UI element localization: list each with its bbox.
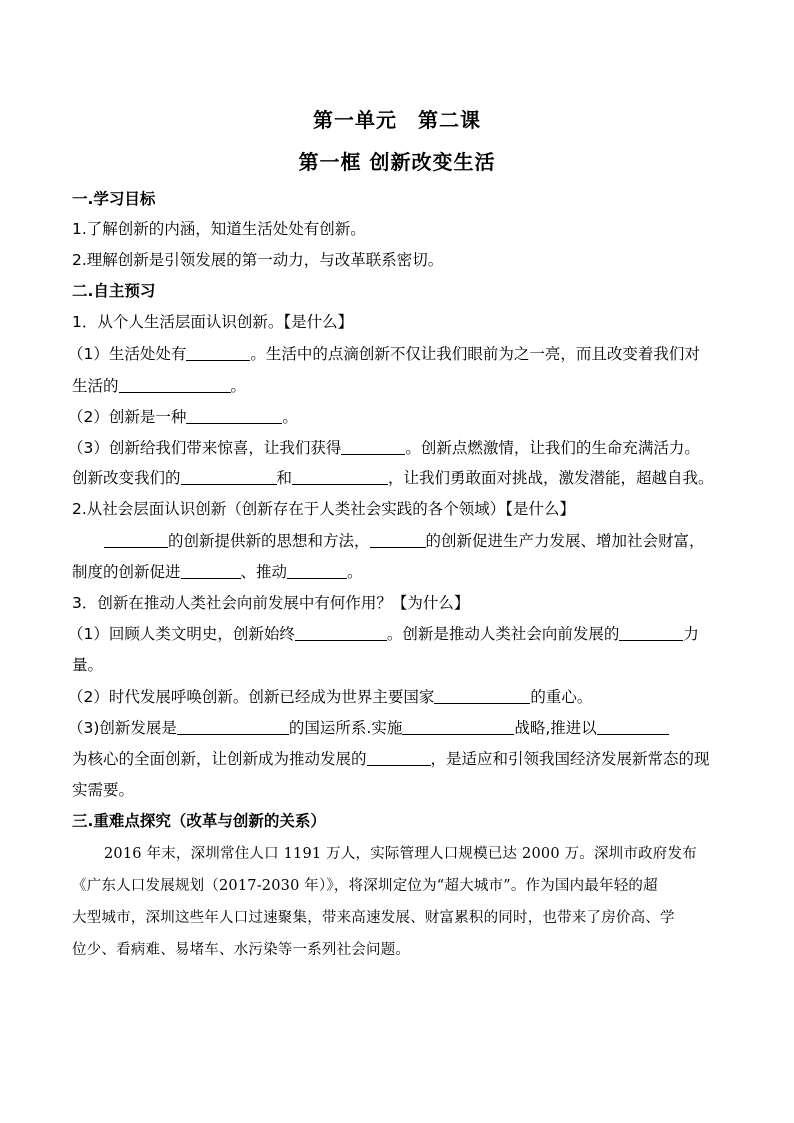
answer-blank[interactable] — [287, 563, 347, 579]
line-text: 创新改变我们的 — [72, 469, 181, 487]
line-text: 的国运所系.实施 — [288, 719, 403, 737]
line-text: 。 — [347, 563, 363, 581]
section-heading-preview: 二.自主预习 — [72, 282, 156, 300]
line-text: （1）回顾人类文明史，创新始终 — [68, 625, 295, 643]
answer-blank[interactable] — [597, 719, 669, 735]
fill-line — [68, 405, 728, 427]
fill-line — [72, 374, 732, 396]
case-paragraph-line: 《广东人口发展规划（2017-2030 年）》，将深圳定位为“超大城市”。作为国内最年轻的超 — [72, 878, 658, 894]
section-heading-inquiry: 三.重难点探究（改革与创新的关系） — [72, 812, 326, 830]
line-text: 。 — [282, 408, 298, 426]
answer-blank[interactable] — [104, 532, 168, 548]
line-text: 生活的 — [72, 377, 119, 395]
answer-blank[interactable] — [341, 439, 405, 455]
line-text: 、推动 — [240, 563, 288, 581]
case-paragraph-line: 位少、看病难、易堵车、水污染等一系列社会问题。 — [72, 942, 411, 958]
answer-blank[interactable] — [434, 688, 530, 704]
line-text: 的创新促进生产力发展、增加社会财富， — [425, 532, 705, 550]
line-text: 为核心的全面创新，让创新成为推动发展的 — [72, 750, 367, 768]
fill-line — [68, 685, 728, 707]
question-heading: 3．创新在推动人类社会向前发展中有何作用？【为什么】 — [72, 594, 470, 612]
line-text: （3）创新给我们带来惊喜，让我们获得 — [68, 439, 342, 457]
question-heading: 1．从个人生活层面认识创新。【是什么】 — [72, 313, 354, 331]
line-text: （2）创新是一种 — [68, 408, 187, 426]
line-text: 。 — [230, 377, 247, 395]
objective-item: 2.理解创新是引领发展的第一动力，与改革联系密切。 — [72, 251, 444, 269]
line-text: 。生活中的点滴创新不仅让我们眼前为之一亮，而且改变着我们对 — [250, 345, 700, 363]
fill-line — [68, 342, 728, 364]
answer-blank[interactable] — [186, 345, 250, 361]
line-text: 制度的创新促进 — [72, 563, 181, 581]
question-heading: 2.从社会层面认识创新（创新存在于人类社会实践的各个领域）【是什么】 — [72, 500, 576, 518]
fill-line — [68, 622, 728, 644]
line-text: 战略,推进以 — [514, 719, 597, 737]
answer-blank[interactable] — [181, 469, 277, 485]
line-text: ，让我们勇敢面对挑战，激发潜能，超越自我。 — [388, 469, 714, 487]
answer-blank[interactable] — [177, 719, 289, 735]
line-text: 力 — [683, 625, 699, 643]
line-text: 的创新提供新的思想和方法， — [168, 532, 370, 550]
answer-blank[interactable] — [402, 719, 514, 735]
objective-item: 1.了解创新的内涵，知道生活处处有创新。 — [72, 220, 366, 238]
line-text: （2）时代发展呼唤创新。创新已经成为世界主要国家 — [68, 688, 435, 706]
answer-blank[interactable] — [370, 532, 426, 548]
line-text: （3)创新发展是 — [68, 719, 177, 737]
answer-blank[interactable] — [295, 625, 387, 641]
answer-blank[interactable] — [292, 469, 388, 485]
answer-blank[interactable] — [186, 408, 282, 424]
fill-line: 实需要。 — [72, 781, 135, 799]
fill-line — [104, 529, 764, 551]
answer-blank[interactable] — [619, 625, 683, 641]
page-title: 第一单元 第二课 — [313, 108, 481, 132]
fill-line: 量。 — [72, 656, 104, 674]
fill-line — [72, 466, 732, 488]
line-text: 。创新点燃激情，让我们的生命充满活力。 — [405, 439, 700, 457]
line-text: ，是适应和引领我国经济发展新常态的现 — [430, 750, 710, 768]
section-heading-objectives: 一.学习目标 — [72, 190, 156, 208]
fill-line — [68, 716, 728, 738]
line-text: 。创新是推动人类社会向前发展的 — [386, 625, 620, 643]
case-paragraph-line: 大型城市，深圳这些年人口过速聚集，带来高速发展、财富累积的同时，也带来了房价高、学 — [72, 910, 675, 926]
line-text: （1）生活处处有 — [68, 345, 187, 363]
fill-line — [72, 560, 732, 582]
case-paragraph-line: 2016 年末，深圳常住人口 1191 万人，实际管理人口规模已达 2000 万。深圳市政府发布 — [104, 846, 697, 862]
line-text: 和 — [276, 469, 293, 487]
fill-line — [72, 747, 732, 769]
answer-blank[interactable] — [181, 563, 241, 579]
page-subtitle: 第一框 创新改变生活 — [298, 150, 496, 174]
answer-blank[interactable] — [367, 750, 431, 766]
fill-line — [68, 436, 728, 458]
line-text: 的重心。 — [530, 688, 593, 706]
answer-blank[interactable] — [119, 377, 231, 393]
